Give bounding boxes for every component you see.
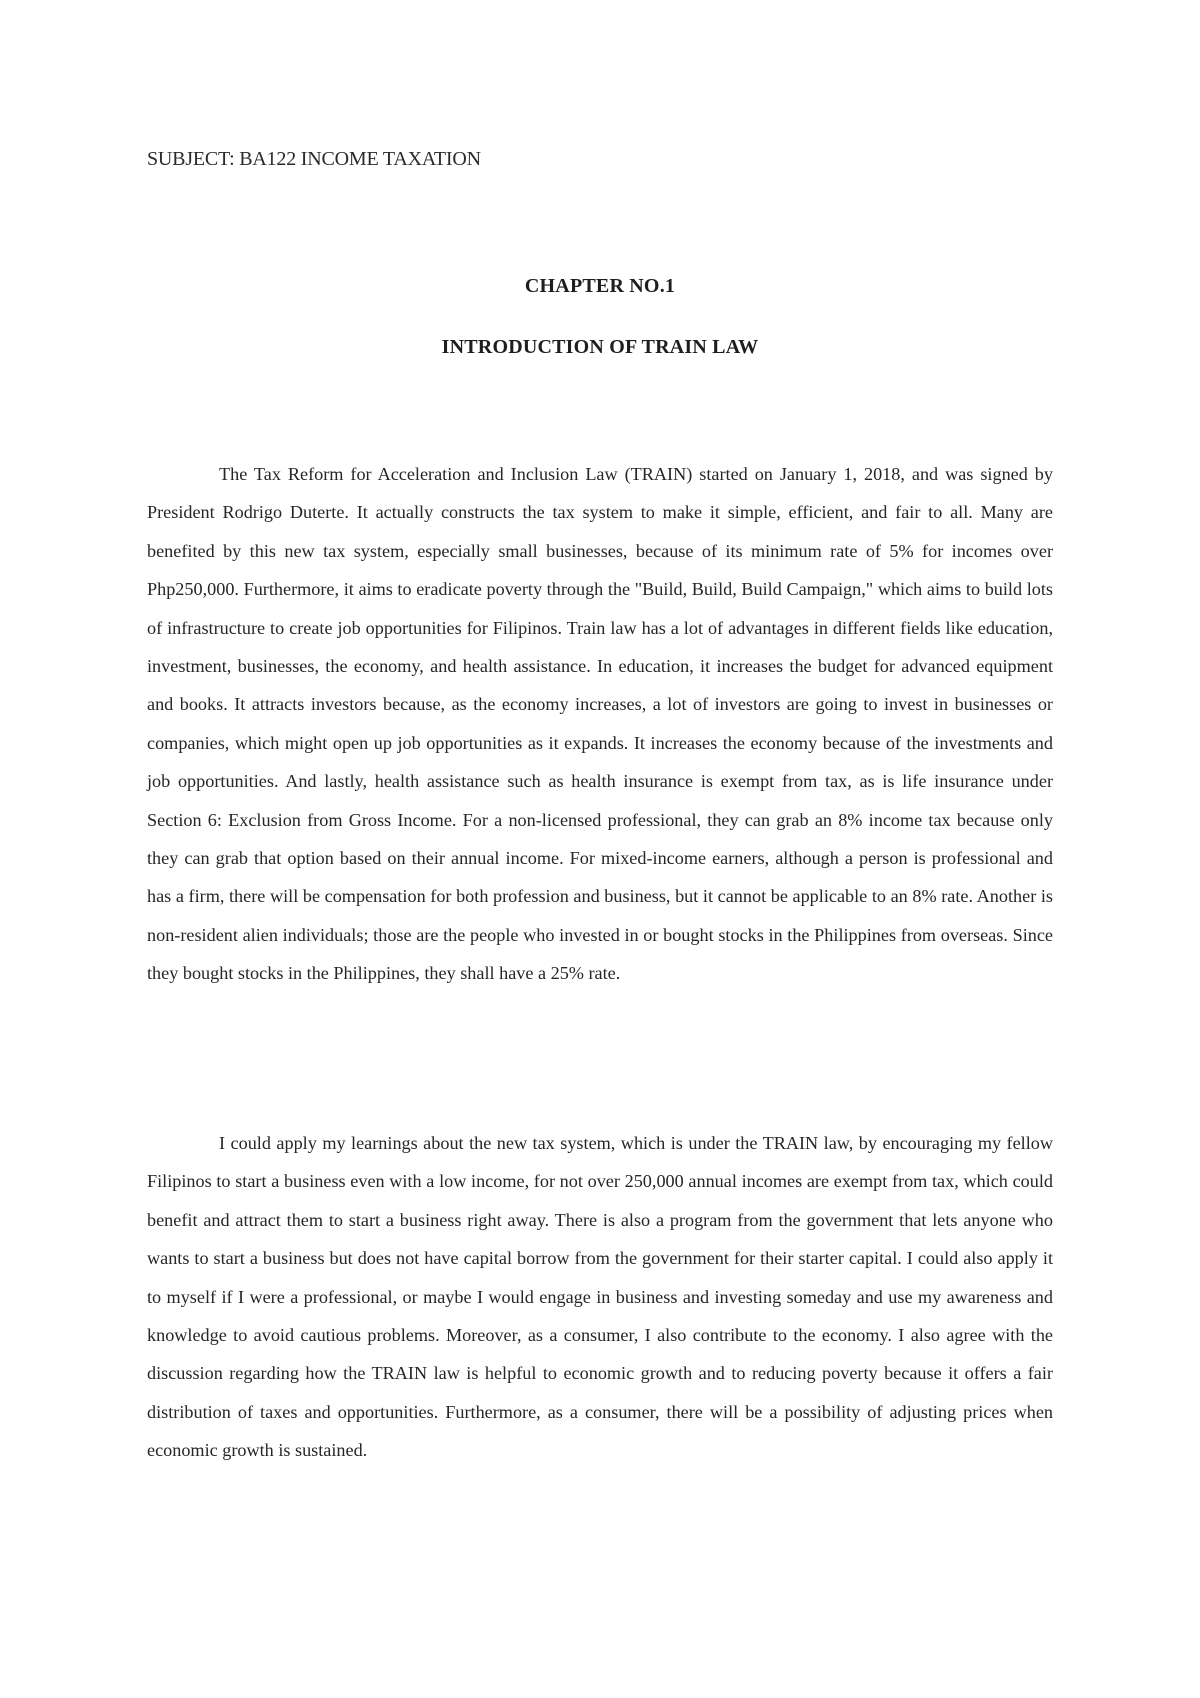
chapter-number: CHAPTER NO.1 [524, 275, 676, 297]
body-paragraph: The Tax Reform for Acceleration and Inclusion Law (TRAIN) started on January 1, 2018, and was signed by President Rodrigo Duterte. It actually constructs the tax system to make it simple, efficient, and fair to all. Many are benefited by this new tax system, especially small businesses, because of its minimum rate of 5% for incomes over Php250,000. Furthermore, it aims to eradicate poverty through the "Build, Build, Build Campaign," which aims to build lots of infrastructure to create job opportunities for Filipinos. Train law has a lot of advantages in different fields like education, investment, businesses, the economy, and health assistance. In education, it increases the budget for advanced equipment and books. It attracts investors because, as the economy increases, a lot of investors are going to invest in businesses or companies, which might open up job opportunities as it expands. It increases the economy because of the investments and job opportunities. And lastly, health assistance such as health insurance is exempt from tax, as is life insurance under Section 6: Exclusion from Gross Income. For a non-licensed professional, they can grab an 8% income tax because only they can grab that option based on their annual income. For mixed-income earners, although a person is professional and has a firm, there will be compensation for both profession and business, but it cannot be applicable to an 8% rate. Another is non-resident alien individuals; those are the people who invested in or bought stocks in the Philippines from overseas. Since they bought stocks in the Philippines, they shall have a 25% rate. [147, 464, 1053, 984]
body-paragraph: I could apply my learnings about the new tax system, which is under the TRAIN law, by encouraging my fellow Filipinos to start a business even with a low income, for not over 250,000 annual incomes are exempt from tax, which could benefit and attract them to start a business right away. There is also a program from the government that lets anyone who wants to start a business but does not have capital borrow from the government for their starter capital. I could also apply it to myself if I were a professional, or maybe I would engage in business and investing someday and use my awareness and knowledge to avoid cautious problems. Moreover, as a consumer, I also contribute to the economy. I also agree with the discussion regarding how the TRAIN law is helpful to economic growth and to reducing poverty because it offers a fair distribution of taxes and opportunities. Furthermore, as a consumer, there will be a possibility of adjusting prices when economic growth is sustained. [147, 1133, 1053, 1461]
subject-heading: SUBJECT: BA122 INCOME TAXATION [147, 148, 481, 170]
chapter-title: INTRODUCTION OF TRAIN LAW [441, 336, 759, 358]
